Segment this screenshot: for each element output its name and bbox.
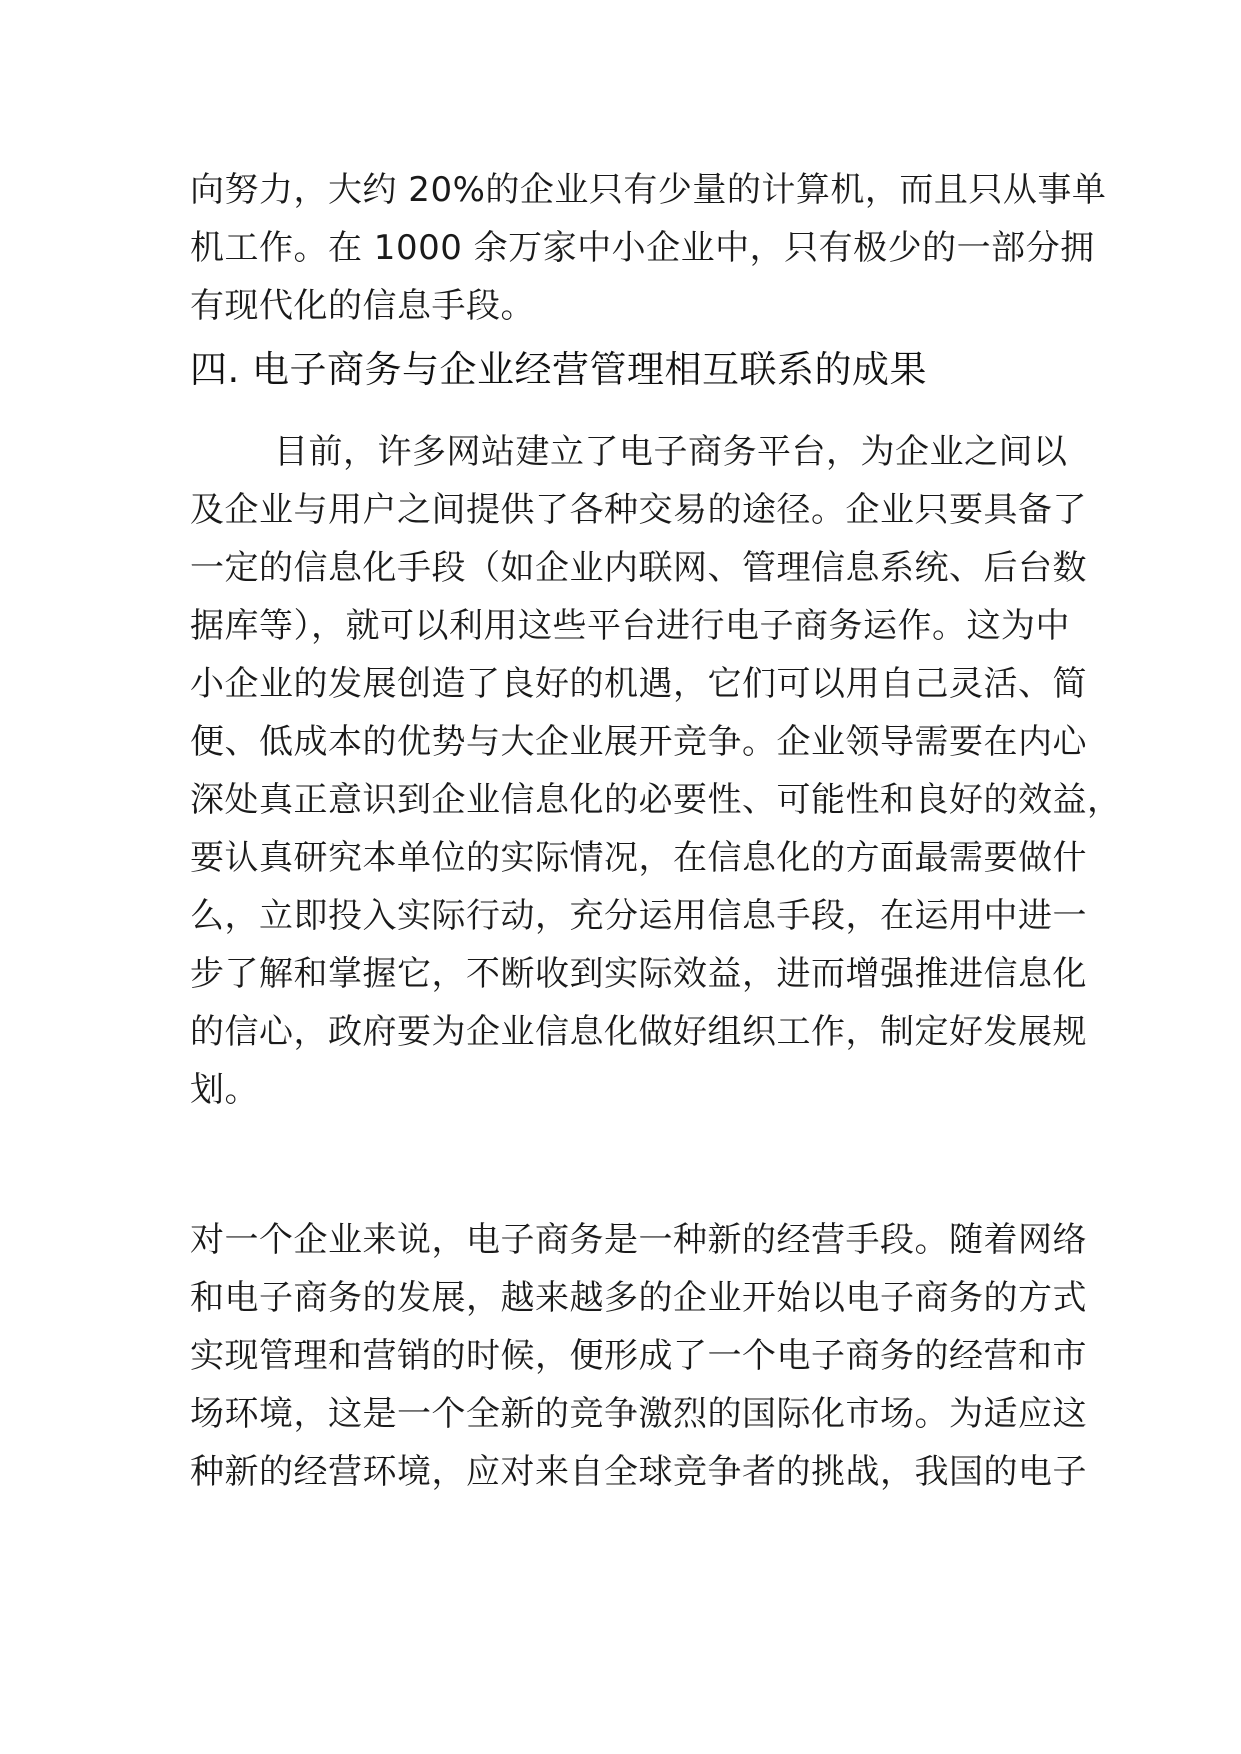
paragraph-2-line-4: 据库等），就可以利用这些平台进行电子商务运作。这为中 [190, 606, 1070, 646]
paragraph-2-line-1: 目前，许多网站建立了电子商务平台，为企业之间以 [274, 432, 1068, 472]
paragraph-3-line-1: 对一个企业来说，电子商务是一种新的经营手段。随着网络 [190, 1220, 1087, 1260]
section-heading: 四. 电子商务与企业经营管理相互联系的成果 [190, 348, 928, 391]
paragraph-2-line-7: 深处真正意识到企业信息化的必要性、可能性和良好的效益， [190, 780, 1122, 820]
paragraph-3-line-3: 实现管理和营销的时候，便形成了一个电子商务的经营和市 [190, 1336, 1087, 1376]
paragraph-2-line-8: 要认真研究本单位的实际情况，在信息化的方面最需要做什 [190, 838, 1087, 878]
paragraph-3-line-2: 和电子商务的发展，越来越多的企业开始以电子商务的方式 [190, 1278, 1087, 1318]
paragraph-1-line-1: 向努力，大约 20%的企业只有少量的计算机，而且只从事单 [190, 170, 1107, 210]
paragraph-3-line-5: 种新的经营环境，应对来自全球竞争者的挑战，我国的电子 [190, 1452, 1087, 1492]
paragraph-2-line-9: 么，立即投入实际行动，充分运用信息手段，在运用中进一 [190, 896, 1087, 936]
paragraph-1-line-3: 有现代化的信息手段。 [190, 286, 535, 326]
paragraph-2-line-3: 一定的信息化手段（如企业内联网、管理信息系统、后台数 [190, 548, 1087, 588]
paragraph-2-line-2: 及企业与用户之间提供了各种交易的途径。企业只要具备了 [190, 490, 1087, 530]
paragraph-2-line-12: 划。 [190, 1070, 259, 1110]
paragraph-1-line-2: 机工作。在 1000 余万家中小企业中，只有极少的一部分拥 [190, 228, 1095, 268]
paragraph-2-line-11: 的信心，政府要为企业信息化做好组织工作，制定好发展规 [190, 1012, 1087, 1052]
paragraph-3-line-4: 场环境，这是一个全新的竞争激烈的国际化市场。为适应这 [190, 1394, 1087, 1434]
paragraph-2-line-6: 便、低成本的优势与大企业展开竞争。企业领导需要在内心 [190, 722, 1087, 762]
paragraph-2-line-5: 小企业的发展创造了良好的机遇，它们可以用自己灵活、简 [190, 664, 1087, 704]
paragraph-2-line-10: 步了解和掌握它，不断收到实际效益，进而增强推进信息化 [190, 954, 1087, 994]
